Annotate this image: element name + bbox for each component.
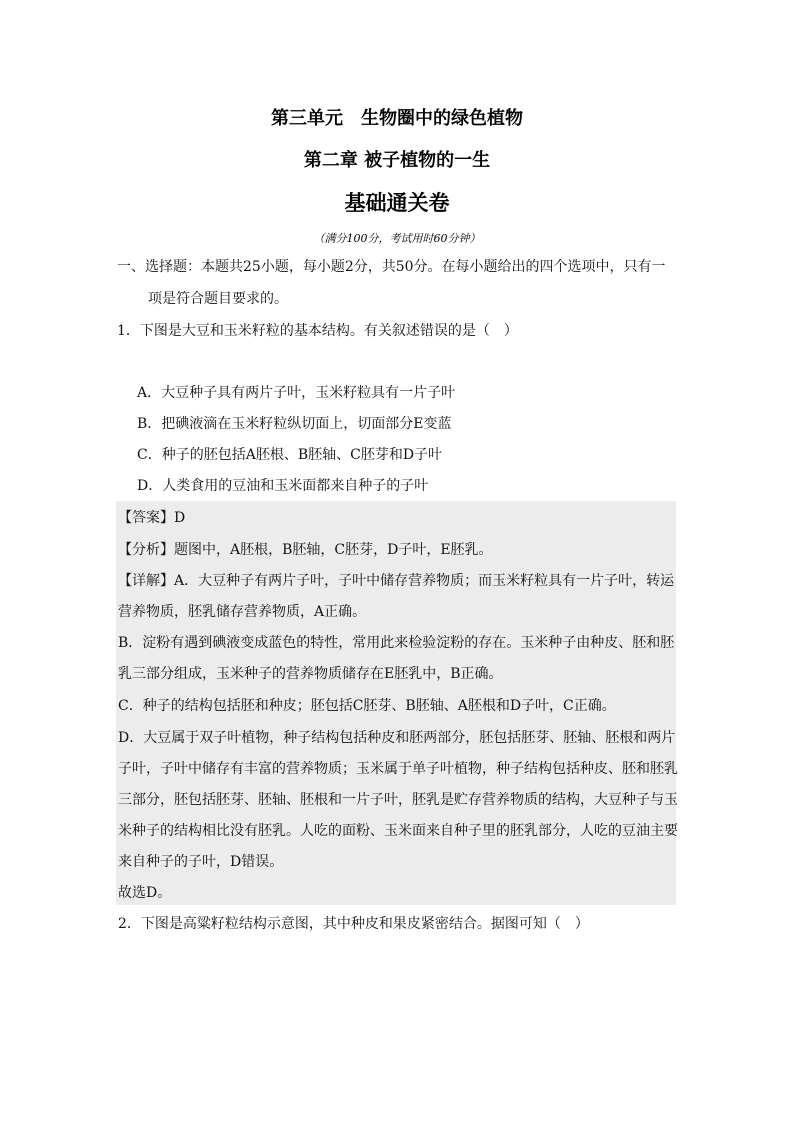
question-1-option-b: B．把碘液滴在玉米籽粒纵切面上，切面部分E变蓝 [137, 416, 452, 432]
question-1-detail-line: 【详解】A．大豆种子有两片子叶，子叶中储存营养物质；而玉米籽粒具有一片子叶，转运 [118, 573, 675, 589]
question-1-detail-line: 来自种子的子叶，D错误。 [118, 854, 284, 870]
section-instruction-line-1: 一、选择题：本题共25小题，每小题2分，共50分。在每小题给出的四个选项中，只有一 [117, 259, 666, 275]
unit-title: 第三单元 生物圈中的绿色植物 [271, 108, 523, 129]
chapter-title: 第二章 被子植物的一生 [303, 150, 491, 171]
question-1-analysis: 【分析】题图中，A胚根，B胚轴，C胚芽，D子叶，E胚乳。 [118, 542, 493, 558]
question-1-detail-line: D．大豆属于双子叶植物，种子结构包括种皮和胚两部分，胚包括胚芽、胚轴、胚根和两片 [118, 730, 676, 746]
question-1-detail-line: C．种子的结构包括胚和种皮；胚包括C胚芽、B胚轴、A胚根和D子叶，C正确。 [118, 698, 616, 714]
question-1-option-a: A．大豆种子具有两片子叶，玉米籽粒具有一片子叶 [137, 385, 456, 401]
question-1-option-c: C．种子的胚包括A胚根、B胚轴、C胚芽和D子叶 [137, 447, 443, 463]
question-1-detail-line: 乳三部分组成，玉米种子的营养物质储存在E胚乳中，B正确。 [118, 666, 503, 682]
exam-note: （满分100分，考试用时60分钟） [313, 232, 481, 245]
question-1-stem: 1．下图是大豆和玉米籽粒的基本结构。有关叙述错误的是（ ） [117, 323, 518, 339]
question-1-detail-line: 三部分，胚包括胚芽、胚轴、胚根和一片子叶，胚乳是贮存营养物质的结构，大豆种子与玉 [118, 792, 678, 808]
question-1-detail-line: 米种子的结构相比没有胚乳。人吃的面粉、玉米面来自种子里的胚乳部分，人吃的豆油主要 [118, 823, 678, 839]
question-1-option-d: D．人类食用的豆油和玉米面都来自种子的子叶 [137, 478, 429, 494]
question-1-answer: 【答案】D [118, 510, 186, 526]
question-1-detail-line: 营养物质，胚乳储存营养物质，A正确。 [118, 604, 367, 620]
question-1-detail-line: 故选D。 [118, 885, 172, 901]
question-1-detail-line: 子叶，子叶中储存有丰富的营养物质；玉米属于单子叶植物，种子结构包括种皮、胚和胚乳 [118, 761, 678, 777]
section-instruction-line-2: 项是符合题目要求的。 [148, 291, 288, 307]
question-2-stem: 2．下图是高粱籽粒结构示意图，其中种皮和果皮紧密结合。据图可知（ ） [118, 916, 589, 932]
paper-title: 基础通关卷 [344, 190, 450, 215]
question-1-detail-line: B．淀粉有遇到碘液变成蓝色的特性，常用此来检验淀粉的存在。玉米种子由种皮、胚和胚 [118, 635, 675, 651]
